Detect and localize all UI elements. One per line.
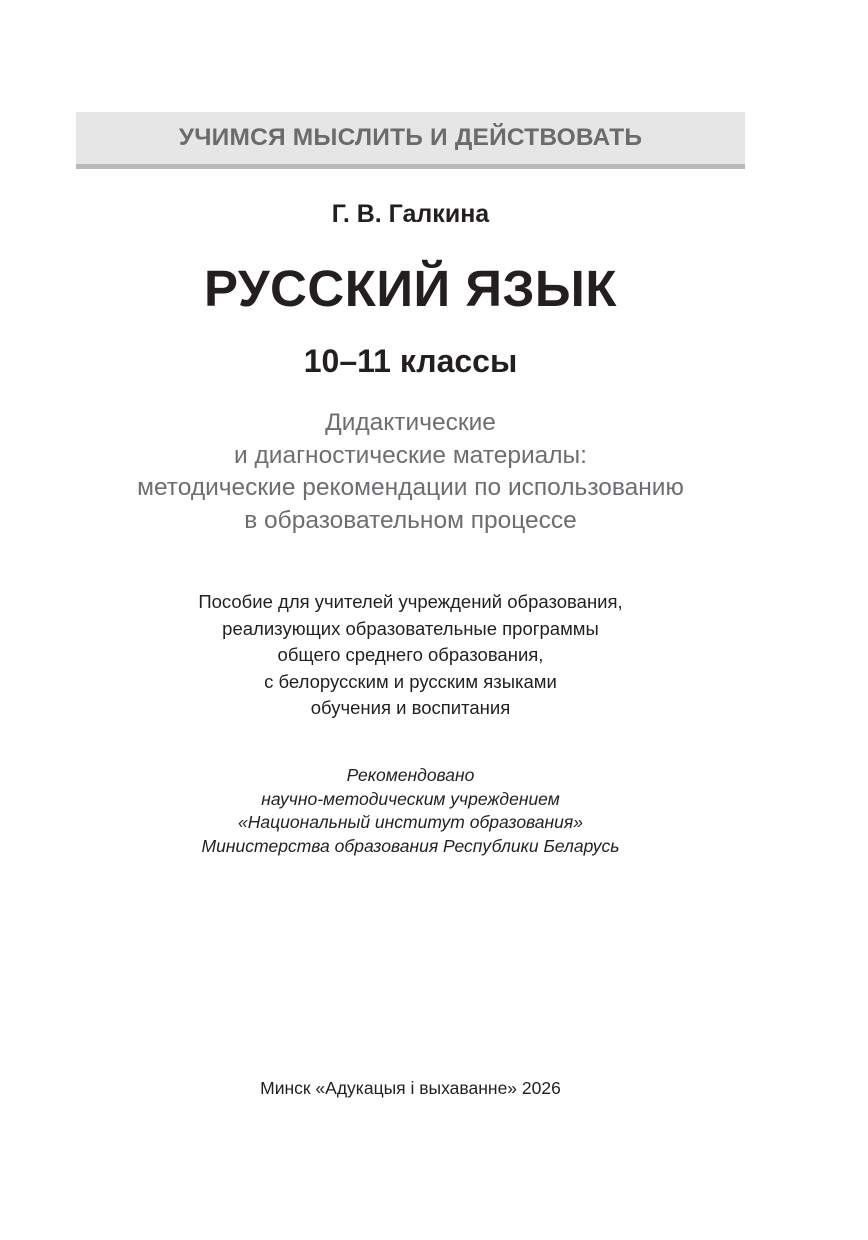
audience-line: обучения и воспитания <box>310 697 511 718</box>
approval-line: Министерства образования Республики Беларусь <box>201 835 620 856</box>
series-title: УЧИМСЯ МЫСЛИТЬ И ДЕЙСТВОВАТЬ <box>178 124 643 151</box>
approval-statement <box>0 764 821 858</box>
publisher-imprint: Минск «Адукацыя і выхаванне» 2026 <box>260 1078 561 1098</box>
series-banner <box>76 112 745 169</box>
approval-line: научно-методическим учреждением <box>261 788 560 809</box>
approval-line: «Национальный институт образования» <box>238 812 583 832</box>
audience-statement <box>0 589 821 722</box>
audience-line: с белорусским и русским языками <box>264 670 557 692</box>
author-name: Г. В. Галкина <box>331 200 490 228</box>
audience-line: реализующих образовательные программы <box>222 617 599 639</box>
subtitle-line: методические рекомендации по использованию <box>137 474 684 501</box>
subtitle-line: в образовательном процессе <box>244 506 577 534</box>
approval-line: Рекомендовано <box>346 765 475 785</box>
subtitle <box>0 407 821 537</box>
subtitle-line: и диагностические материалы: <box>234 441 587 469</box>
book-title: РУССКИЙ ЯЗЫК <box>203 260 617 317</box>
audience-line: общего среднего образования, <box>277 644 544 665</box>
audience-line: Пособие для учителей учреждений образования, <box>198 591 623 612</box>
subtitle-line: Дидактические <box>325 409 496 436</box>
grade-label: 10–11 классы <box>303 343 518 379</box>
